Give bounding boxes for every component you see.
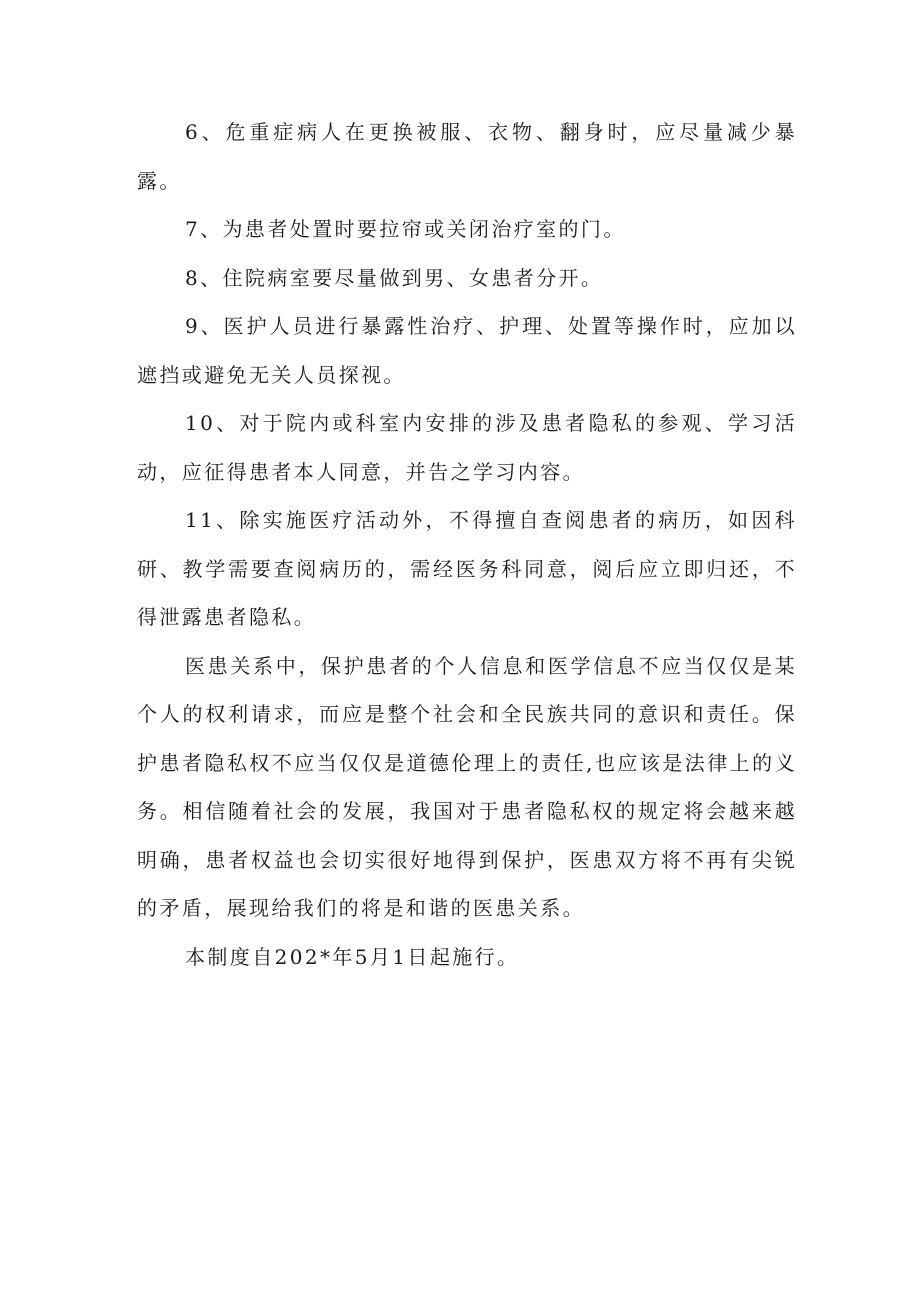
rule-item-7: 7、为患者处置时要拉帘或关闭治疗室的门。 xyxy=(185,217,626,241)
rule-item-8: 8、住院病室要尽量做到男、女患者分开。 xyxy=(185,265,604,290)
rule-item-10: 10、对于院内或科室内安排的涉及患者隐私的参观、学习活动，应征得患者本人同意，并告之学习内容。 xyxy=(137,411,797,484)
summary-paragraph: 医患关系中，保护患者的个人信息和医学信息不应当仅仅是某个人的权利请求，而应是整个社会和全民族共同的意识和责任。保护患者隐私权不应当仅仅是道德伦理上的责任,也应该是法律上的义务。相信随着社会的发展，我国对于患者隐私权的规定将会越来越明确，患者权益也会切实很好地得到保护，医患双方将不再有尖锐的矛盾，展现给我们的将是和谐的医患关系。 xyxy=(137,653,797,920)
rule-item-6: 6、危重症病人在更换被服、衣物、翻身时，应尽量减少暴露。 xyxy=(137,120,797,193)
rule-item-11: 11、除实施医疗活动外，不得擅自查阅患者的病历，如因科研、教学需要查阅病历的，需经医务科同意，阅后应立即归还，不得泄露患者隐私。 xyxy=(137,508,797,629)
document-body xyxy=(137,108,797,981)
effective-date-paragraph: 本制度自202*年5月1日起施行。 xyxy=(185,944,520,969)
rule-item-9: 9、医护人员进行暴露性治疗、护理、处置等操作时，应加以遮挡或避免无关人员探视。 xyxy=(137,314,797,387)
